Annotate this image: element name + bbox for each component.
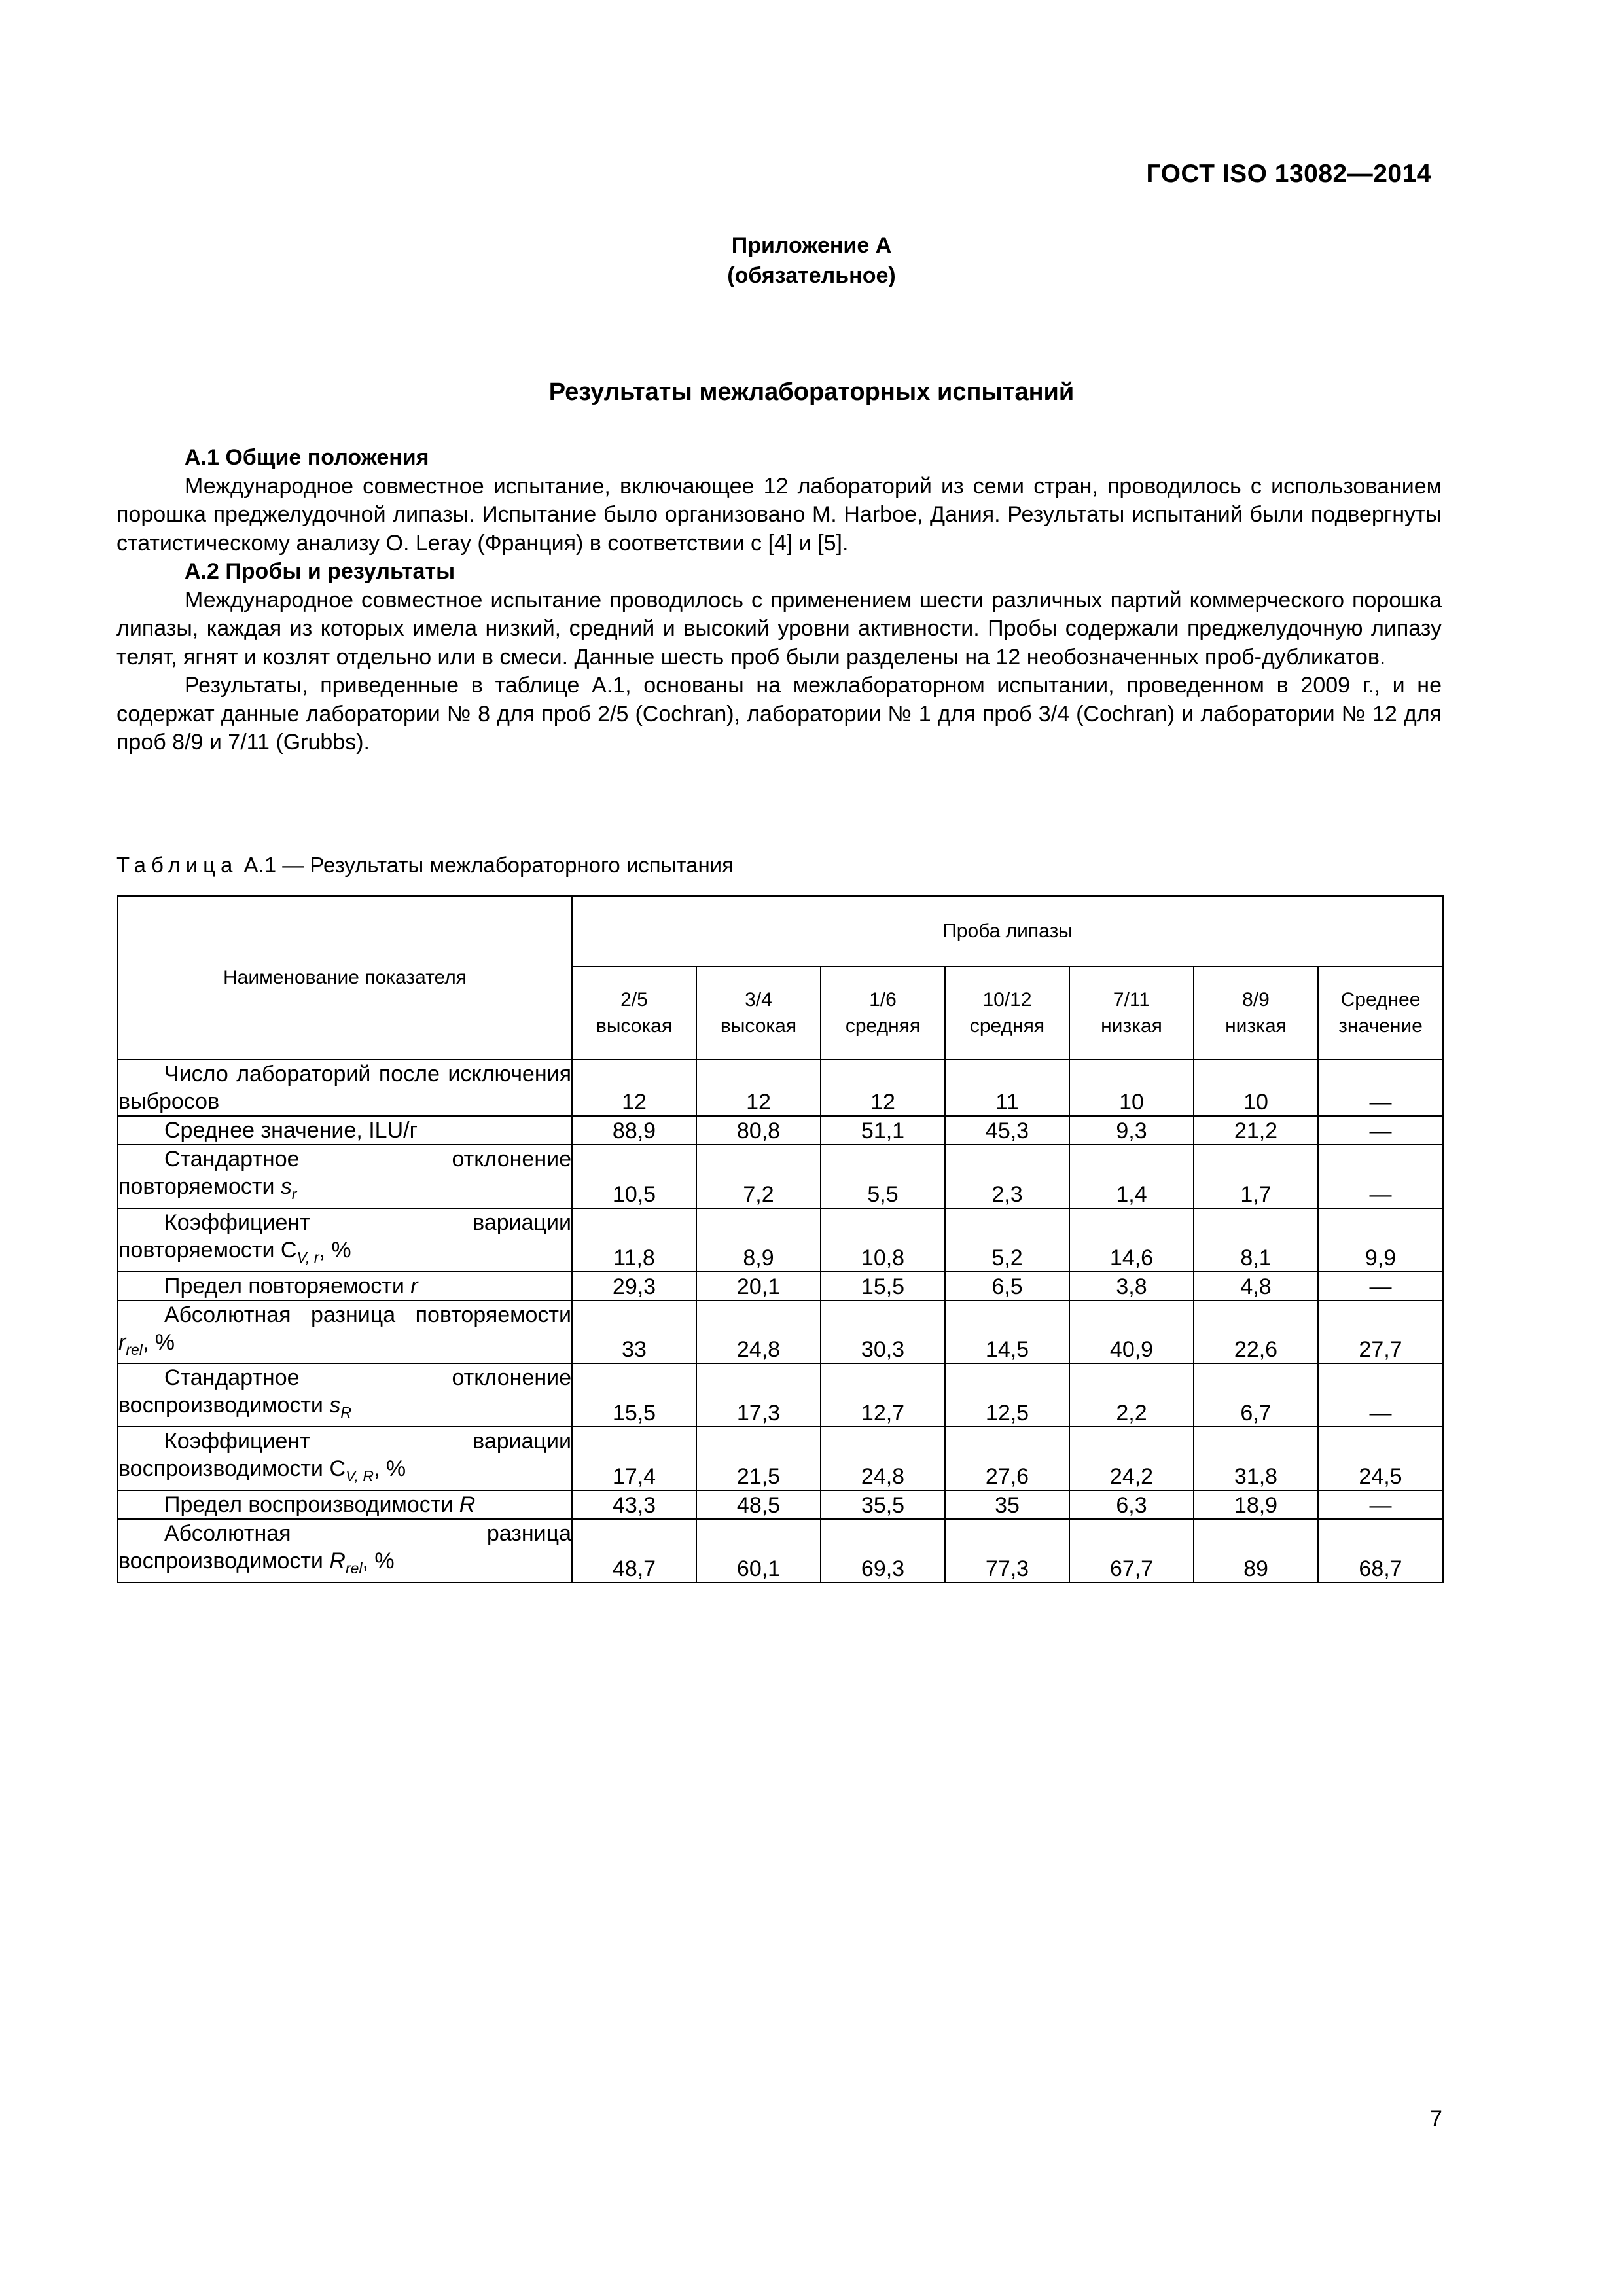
- table-cell: 21,2: [1194, 1116, 1318, 1145]
- table-cell: 10: [1069, 1060, 1194, 1116]
- table-cell: 30,3: [821, 1300, 945, 1364]
- indicator-symbol: C: [280, 1237, 297, 1263]
- table-cell: 14,6: [1069, 1208, 1194, 1272]
- indicator-symbol: R: [329, 1548, 346, 1573]
- table-row: [118, 1272, 1443, 1300]
- table-cell: 24,8: [696, 1300, 821, 1364]
- indicator-text: Стандартное отклонение повторяемости s: [118, 1147, 571, 1199]
- table-caption-text: А.1 — Результаты межлабораторного испытания: [238, 853, 734, 877]
- indicator-text: Число лабораторий после исключения выбросов: [118, 1062, 571, 1114]
- body-text: [116, 444, 1442, 757]
- table-cell: 9,9: [1318, 1208, 1443, 1272]
- table-cell: 8,9: [696, 1208, 821, 1272]
- indicator-name: [118, 1145, 572, 1208]
- sample-code: 8/9: [1242, 989, 1270, 1011]
- table-cell: 40,9: [1069, 1300, 1194, 1364]
- table-cell: 9,3: [1069, 1116, 1194, 1145]
- indicator-symbol: C: [329, 1456, 346, 1482]
- table-row: [118, 1519, 1443, 1583]
- indicator-symbol: r: [410, 1273, 418, 1299]
- sample-code: 2/5: [620, 989, 648, 1011]
- appendix-status: (обязательное): [727, 263, 896, 288]
- table-cell: 35,5: [821, 1490, 945, 1519]
- sample-code: 10/12: [982, 989, 1032, 1011]
- table-row: [118, 1145, 1443, 1208]
- table-cell: 10: [1194, 1060, 1318, 1116]
- indicator-text: Стандартное отклонение воспроизводимости s: [118, 1365, 571, 1418]
- column-header-sample: [1069, 967, 1194, 1060]
- table-cell: 20,1: [696, 1272, 821, 1300]
- column-group-header: Проба липазы: [572, 896, 1443, 967]
- sample-code: 1/6: [869, 989, 897, 1011]
- table-cell: 7,2: [696, 1145, 821, 1208]
- standard-code: ГОСТ ISO 13082—2014: [1146, 160, 1431, 188]
- results-table: [117, 895, 1444, 1583]
- indicator-name: [118, 1208, 572, 1272]
- table-cell: 14,5: [945, 1300, 1069, 1364]
- sample-code: 3/4: [745, 989, 772, 1011]
- table-cell: 68,7: [1318, 1519, 1443, 1583]
- indicator-symbol: r: [118, 1329, 126, 1355]
- indicator-name: [118, 1116, 572, 1145]
- section-heading: А.1 Общие положения: [185, 445, 429, 470]
- column-header-sample: [1194, 967, 1318, 1060]
- table-cell: 18,9: [1194, 1490, 1318, 1519]
- table-cell: 21,5: [696, 1427, 821, 1490]
- sample-level: значение: [1338, 1015, 1423, 1037]
- table-cell: 1,7: [1194, 1145, 1318, 1208]
- indicator-subscript: r: [291, 1185, 297, 1202]
- indicator-text: Абсолютная разница воспроизводимости R: [118, 1520, 571, 1573]
- paragraph: Международное совместное испытание, включающее 12 лабораторий из семи стран, проводилось с использованием порошка преджелудочной липазы. Испытание было организовано M. Harboe, Дания. Результаты испытаний были подвергнуты статистическому анализу O. Leray (Франция) в соответствии с [4] и [5].: [116, 473, 1442, 556]
- page-number: 7: [1429, 2106, 1442, 2132]
- table-cell: —: [1318, 1363, 1443, 1427]
- table-cell: 51,1: [821, 1116, 945, 1145]
- table-cell: 11,8: [572, 1208, 696, 1272]
- table-cell: 27,7: [1318, 1300, 1443, 1364]
- table-cell: 27,6: [945, 1427, 1069, 1490]
- table-cell: 6,5: [945, 1272, 1069, 1300]
- column-header-sample: [572, 967, 696, 1060]
- table-cell: 2,2: [1069, 1363, 1194, 1427]
- table-row: [118, 1490, 1443, 1519]
- sample-level: средняя: [845, 1015, 921, 1037]
- table-cell: 48,7: [572, 1519, 696, 1583]
- table-cell: 15,5: [821, 1272, 945, 1300]
- table-cell: 88,9: [572, 1116, 696, 1145]
- table-cell: 10,5: [572, 1145, 696, 1208]
- indicator-unit: , %: [142, 1329, 175, 1355]
- indicator-name: [118, 1519, 572, 1583]
- table-cell: —: [1318, 1490, 1443, 1519]
- indicator-name: [118, 1490, 572, 1519]
- column-header-sample: [1318, 967, 1443, 1060]
- indicator-unit: , %: [373, 1456, 406, 1482]
- table-cell: 3,8: [1069, 1272, 1194, 1300]
- appendix-label: Приложение А: [731, 233, 892, 258]
- table-cell: 31,8: [1194, 1427, 1318, 1490]
- indicator-subscript: rel: [126, 1340, 143, 1358]
- table-cell: 6,7: [1194, 1363, 1318, 1427]
- table-caption-word: Таблица: [116, 853, 238, 877]
- indicator-symbol: R: [459, 1492, 476, 1517]
- table-cell: 12: [696, 1060, 821, 1116]
- table-cell: 11: [945, 1060, 1069, 1116]
- table-cell: 45,3: [945, 1116, 1069, 1145]
- table-cell: 89: [1194, 1519, 1318, 1583]
- indicator-text: Предел повторяемости r: [164, 1273, 418, 1299]
- table-cell: 17,3: [696, 1363, 821, 1427]
- table-row: [118, 1300, 1443, 1364]
- indicator-unit: , %: [319, 1237, 351, 1263]
- indicator-text: Абсолютная разница повторяемости r: [118, 1302, 571, 1355]
- indicator-text: Коэффициент вариации воспроизводимости C: [118, 1429, 571, 1482]
- indicator-text: Предел воспроизводимости R: [164, 1492, 476, 1517]
- indicator-name: [118, 1363, 572, 1427]
- table-cell: 10,8: [821, 1208, 945, 1272]
- table-row: [118, 1208, 1443, 1272]
- table-cell: 12,5: [945, 1363, 1069, 1427]
- table-cell: 8,1: [1194, 1208, 1318, 1272]
- table-cell: —: [1318, 1060, 1443, 1116]
- indicator-name: [118, 1300, 572, 1364]
- sample-level: средняя: [969, 1015, 1045, 1037]
- indicator-symbol: s: [329, 1393, 341, 1418]
- table-cell: 77,3: [945, 1519, 1069, 1583]
- sample-code: Среднее: [1340, 989, 1421, 1011]
- table-cell: 24,2: [1069, 1427, 1194, 1490]
- table-cell: 5,5: [821, 1145, 945, 1208]
- table-caption: [116, 853, 734, 878]
- table-cell: 67,7: [1069, 1519, 1194, 1583]
- indicator-text: Коэффициент вариации повторяемости C: [118, 1210, 571, 1263]
- indicator-text: Среднее значение, ILU/г: [164, 1118, 418, 1143]
- table-cell: 35: [945, 1490, 1069, 1519]
- table-cell: 48,5: [696, 1490, 821, 1519]
- table-cell: 80,8: [696, 1116, 821, 1145]
- table-cell: 1,4: [1069, 1145, 1194, 1208]
- sample-level: высокая: [596, 1015, 673, 1037]
- indicator-name: [118, 1272, 572, 1300]
- table-cell: 12: [821, 1060, 945, 1116]
- table-cell: 5,2: [945, 1208, 1069, 1272]
- indicator-subscript: V, r: [296, 1248, 319, 1266]
- indicator-subscript: R: [340, 1404, 351, 1422]
- table-cell: 22,6: [1194, 1300, 1318, 1364]
- table-cell: 17,4: [572, 1427, 696, 1490]
- column-header-indicator: Наименование показателя: [118, 896, 572, 1060]
- table-cell: 69,3: [821, 1519, 945, 1583]
- table-row: [118, 1427, 1443, 1490]
- indicator-name: [118, 1427, 572, 1490]
- table-cell: 24,8: [821, 1427, 945, 1490]
- table-cell: 6,3: [1069, 1490, 1194, 1519]
- paragraph: Результаты, приведенные в таблице А.1, основаны на межлабораторном испытании, проведенном в 2009 г., и не содержат данные лаборатории № 8 для проб 2/5 (Cochran), лаборатории № 1 для проб 3/4 (Cochran) и лаборатории № 12 для проб 8/9 и 7/11 (Grubbs).: [116, 673, 1442, 755]
- table-cell: 33: [572, 1300, 696, 1364]
- indicator-symbol: s: [280, 1174, 292, 1199]
- column-header-sample: [696, 967, 821, 1060]
- paragraph: Международное совместное испытание проводилось с применением шести различных партий коммерческого порошка липазы, каждая из которых имела низкий, средний и высокий уровни активности. Пробы содержали преджелудочную липазу телят, ягнят и козлят отдельно или в смеси. Данные шесть проб были разделены на 12 необозначенных проб-дубликатов.: [116, 587, 1442, 670]
- table-row: [118, 1060, 1443, 1116]
- table-cell: —: [1318, 1116, 1443, 1145]
- table-row: [118, 1363, 1443, 1427]
- section-heading: А.2 Пробы и результаты: [185, 559, 455, 584]
- table-row: [118, 1116, 1443, 1145]
- table-cell: 24,5: [1318, 1427, 1443, 1490]
- sample-code: 7/11: [1113, 989, 1150, 1011]
- indicator-subscript: V, R: [345, 1467, 374, 1484]
- table-cell: —: [1318, 1272, 1443, 1300]
- table-cell: 15,5: [572, 1363, 696, 1427]
- table-cell: 12,7: [821, 1363, 945, 1427]
- table-cell: 29,3: [572, 1272, 696, 1300]
- appendix-heading: [0, 230, 1623, 291]
- indicator-unit: , %: [362, 1548, 395, 1573]
- sample-level: высокая: [720, 1015, 797, 1037]
- column-header-sample: [945, 967, 1069, 1060]
- table-cell: 60,1: [696, 1519, 821, 1583]
- sample-level: низкая: [1225, 1015, 1287, 1037]
- document-title: Результаты межлабораторных испытаний: [548, 378, 1075, 406]
- table-cell: 12: [572, 1060, 696, 1116]
- column-header-sample: [821, 967, 945, 1060]
- sample-level: низкая: [1101, 1015, 1162, 1037]
- indicator-subscript: rel: [345, 1559, 363, 1577]
- table-cell: —: [1318, 1145, 1443, 1208]
- indicator-name: [118, 1060, 572, 1116]
- table-cell: 4,8: [1194, 1272, 1318, 1300]
- table-cell: 43,3: [572, 1490, 696, 1519]
- table-cell: 2,3: [945, 1145, 1069, 1208]
